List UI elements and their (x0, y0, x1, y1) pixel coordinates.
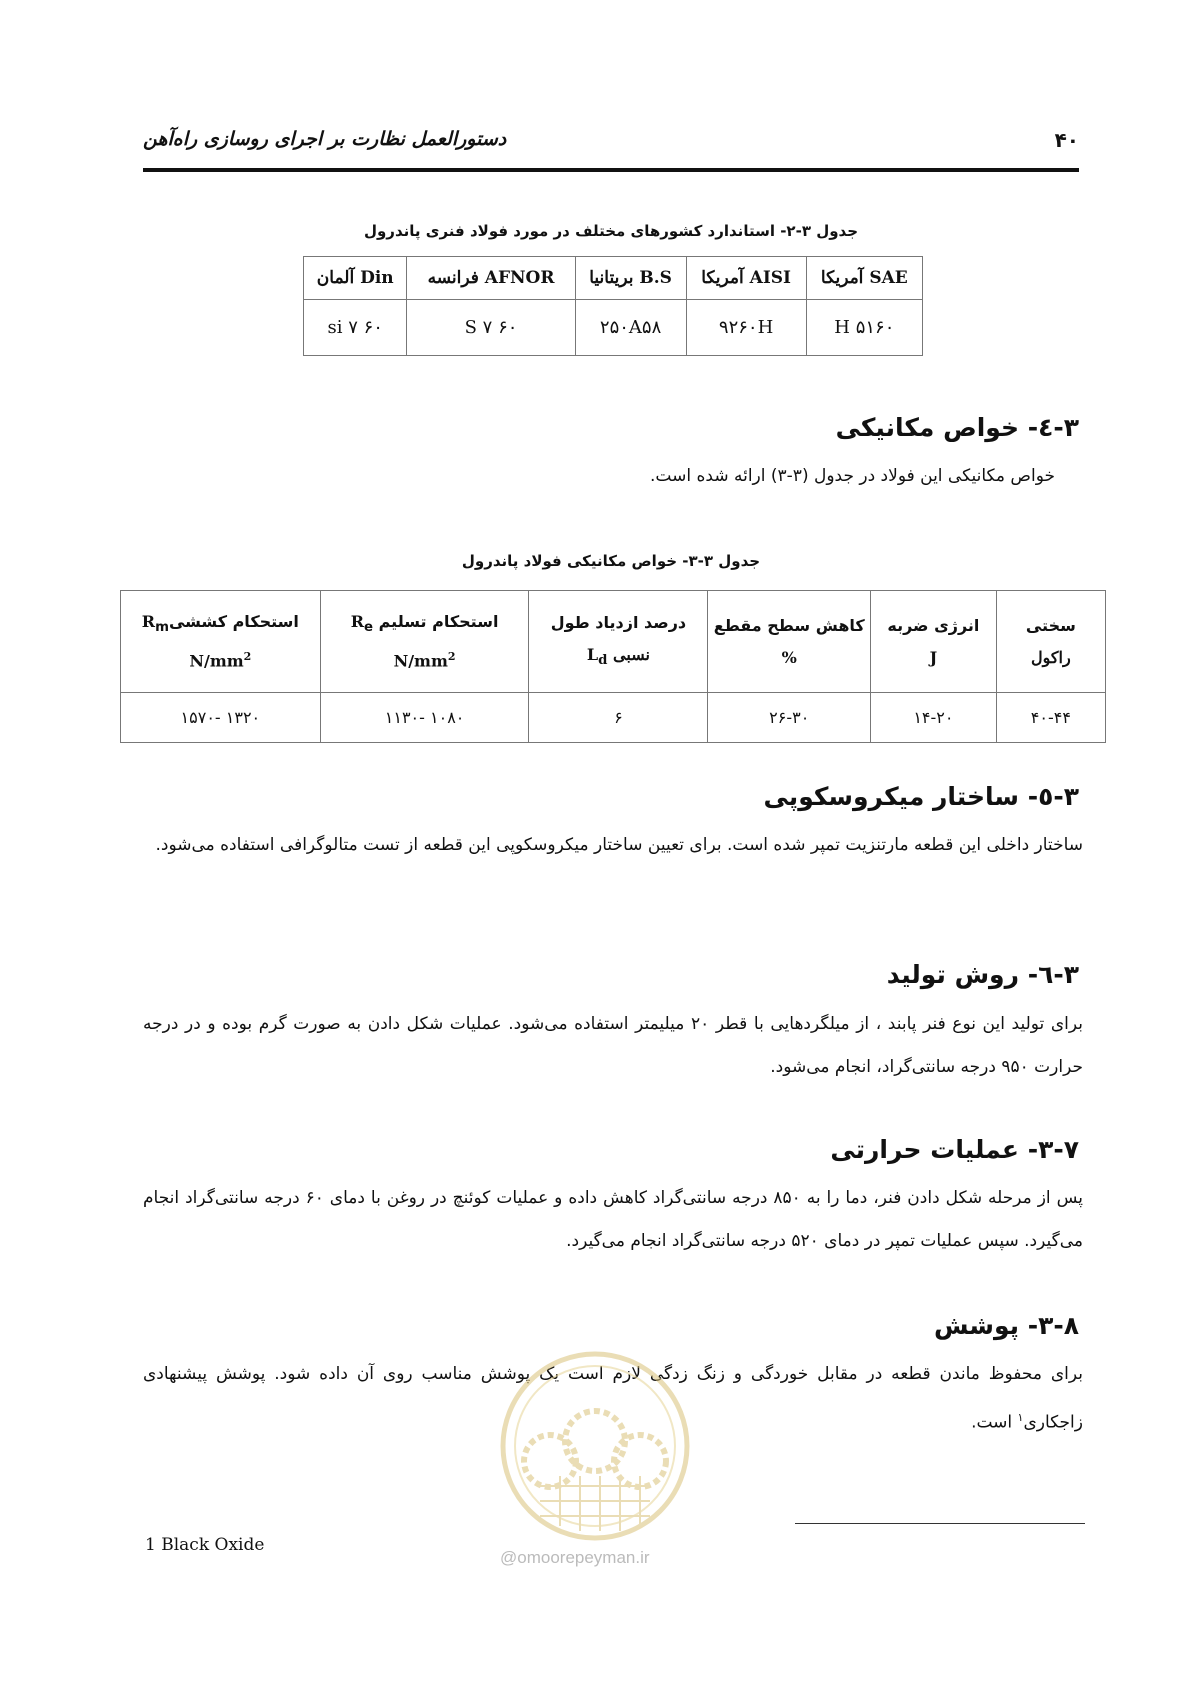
table-cell: ۲۵۰A۵۸ (575, 300, 686, 356)
table-row (121, 693, 1106, 743)
section-title-heat-treatment: ۳-۷- عملیات حرارتی (830, 1135, 1079, 1164)
table-header-cell: AFNOR فرانسه (407, 257, 575, 300)
footnote-reference: ۱ (1017, 1411, 1024, 1424)
footnote: 1 Black Oxide (145, 1535, 265, 1555)
table-header-cell: کاهش سطح مقطع % (708, 591, 871, 693)
table-header-cell: استحکام تسلیم $R_e$ $N/mm^2$ (320, 591, 529, 693)
table-cell: ۱۳۲۰ -۱۵۷۰ (121, 693, 321, 743)
table-header-cell: Din آلمان (304, 257, 407, 300)
watermark-text: @omoorepeyman.ir (500, 1548, 650, 1567)
mechanical-properties-table (120, 590, 1106, 743)
table-header-cell: B.S بریتانیا (575, 257, 686, 300)
table-row (304, 300, 923, 356)
section-paragraph: ساختار داخلی این قطعه مارتنزیت تمپر شده است. برای تعیین ساختار میکروسکوپی این قطعه از تست متالوگرافی استفاده می‌شود. (155, 835, 1083, 855)
table-cell: ۶ (529, 693, 708, 743)
page-header (143, 128, 1079, 158)
table1-caption: جدول ۳-۲- استاندارد کشورهای مختلف در مورد فولاد فنری پاندرول (363, 222, 859, 240)
table-cell: ۹۲۶۰H (686, 300, 806, 356)
section-title-coating: ۳-۸- پوشش (934, 1311, 1079, 1340)
table-header-cell: درصد ازدیاد طول نسبی $L_d$ (529, 591, 708, 693)
section-paragraph: پس از مرحله شکل دادن فنر، دما را به ۸۵۰ درجه سانتی‌گراد کاهش داده و عملیات کوئنچ در روغن با دمای ۶۰ درجه سانتی‌گراد انجام می‌گیرد. سپس عملیات تمپر در دمای ۵۲۰ درجه سانتی‌گراد انجام می‌گیرد. (143, 1188, 1084, 1251)
page-number: ۴۰ (1054, 128, 1079, 152)
table-header-cell: AISI آمریکا (686, 257, 806, 300)
section-title-microstructure: ۳-٥- ساختار میکروسکوپی (763, 782, 1079, 811)
table-cell: ۶۰ si ۷ (304, 300, 407, 356)
document-title: دستورالعمل نظارت بر اجرای روسازی راه‌آهن (143, 128, 507, 150)
header-divider (143, 168, 1079, 172)
section-paragraph: خواص مکانیکی این فولاد در جدول (۳-۳) ارائه شده است. (650, 466, 1055, 486)
table-header-cell: انرژی ضربه J (871, 591, 997, 693)
watermark-logo-icon (480, 1346, 710, 1546)
table-cell: ۲۶-۳۰ (708, 693, 871, 743)
section-title-production: ۳-٦- روش تولید (886, 960, 1079, 989)
table-cell: ۵۱۶۰ H (806, 300, 922, 356)
table-header-row (121, 591, 1106, 693)
table-cell: ۱۴-۲۰ (871, 693, 997, 743)
footnote-divider (795, 1523, 1085, 1524)
table2-caption: جدول ۳-۳- خواص مکانیکی فولاد پاندرول (461, 552, 761, 570)
table-cell: ۱۰۸۰ -۱۱۳۰ (320, 693, 529, 743)
standards-table (303, 256, 923, 356)
table-header-cell: استحکام کششیR$_m$ $N/mm^2$ (121, 591, 321, 693)
table-header-row (304, 257, 923, 300)
section-paragraph: برای تولید این نوع فنر پابند ، از میلگردهایی با قطر ۲۰ میلیمتر استفاده می‌شود. عملیات شکل دادن به صورت گرم بوده و در درجه حرارت ۹۵۰ درجه سانتی‌گراد، انجام می‌شود. (143, 1014, 1084, 1077)
table-header-cell: SAE آمریکا (806, 257, 922, 300)
table-cell: ۴۰-۴۴ (996, 693, 1105, 743)
section-paragraph: برای محفوظ ماندن قطعه در مقابل خوردگی و زنگ زدگی لازم است یک پوشش مناسب روی آن داده شود. پوشش پیشنهادی زاجکاری$^۱$ است. (143, 1364, 1083, 1433)
table-cell: ۶۰ S ۷ (407, 300, 575, 356)
section-title-mechanical: ۳-٤- خواص مکانیکی (835, 413, 1079, 442)
table-header-cell: سختی راکول (996, 591, 1105, 693)
